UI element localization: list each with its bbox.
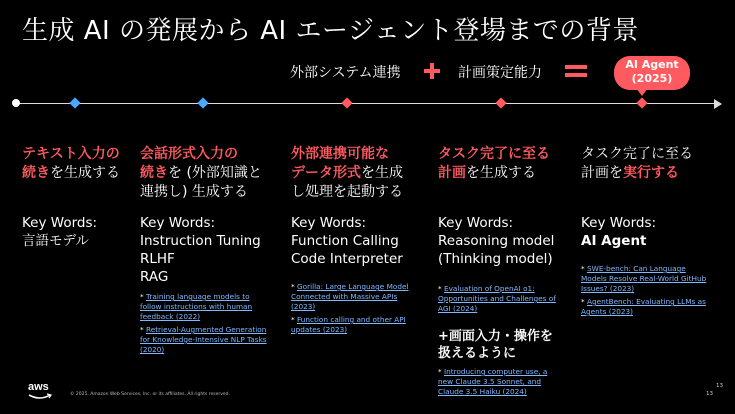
heading-part: 実行する [623,165,679,181]
keywords-label: Key Words: [291,215,367,231]
column-3 [291,145,426,202]
aws-smile-icon [28,393,54,401]
reference-link[interactable]: Retrieval-Augmented Generation for Knowledge-Intensive NLP Tasks (2020) [140,325,267,354]
timeline-marker-2 [197,97,208,108]
reference-item: * AgentBench: Evaluating LLMs as Agents (2023) [581,297,706,316]
column-heading [291,145,426,202]
heading-part: を生成する [466,165,536,181]
keywords-label: Key Words: [22,215,98,231]
heading-part: タスク完了に至る [438,146,550,162]
reference-item: * Gorilla: Large Language Model Connected with Massive APIs (2023) [291,282,409,311]
heading-part: を生成 [361,165,403,181]
reference-item: * Introducing computer use, a new Claude 3.5 Sonnet, and Claude 3.5 Haiku (2024) [438,367,548,396]
page-title: 生成 AI の発展から AI エージェント登場までの背景 [22,16,639,46]
column-5 [581,145,711,183]
badge-line-1: AI Agent [625,58,679,71]
column-4-references [438,284,560,317]
reference-item: * Evaluation of OpenAI o1: Opportunities and Challenges of AGI (2024) [438,284,556,313]
column-5-references [581,264,711,320]
reference-link[interactable]: Introducing computer use, a new Claude 3.5 Sonnet, and Claude 3.5 Haiku (2024) [438,367,548,396]
badge-line-2: (2025) [631,72,673,85]
reference-item: * Retrieval-Augmented Generation for Knowledge-Intensive NLP Tasks (2020) [140,325,267,354]
reference-item: * Function calling and other API updates (2023) [291,315,406,334]
reference-item: * SWE-bench: Can Language Models Resolve Real-World GitHub Issues? (2023) [581,264,707,293]
reference-link[interactable]: Gorilla: Large Language Model Connected with Massive APIs (2023) [291,282,409,311]
reference-link[interactable]: AgentBench: Evaluating LLMs as Agents (2023) [581,297,706,316]
heading-part: を (外部知識と [168,165,262,181]
keywords-label: Key Words: [140,215,216,231]
column-heading [140,145,280,202]
heading-part: 外部連携可能な [291,146,389,162]
column-4-extra-references [438,367,563,400]
page-number-top: 13 [716,383,723,389]
heading-part: テキスト入力の [22,146,120,162]
equals-icon [565,65,587,77]
plus-icon [424,63,440,79]
reference-link[interactable]: Training language models to follow instructions with human feedback (2022) [140,292,253,321]
keyword-item: Instruction Tuning [140,233,261,249]
column-1 [22,145,132,183]
reference-link[interactable]: Function calling and other API updates (2023) [291,315,406,334]
column-3-keywords [291,214,426,268]
column-1-keywords [22,214,132,250]
keyword-item: RLHF [140,251,175,267]
timeline-line [16,103,716,104]
column-2-references [140,292,270,358]
planning-ability-label: 計画策定能力 [458,65,542,81]
heading-part: 会話形式入力の [140,146,238,162]
keyword-item: 言語モデル [22,233,89,249]
timeline-marker-4 [495,97,506,108]
heading-part: データ形式 [291,165,361,181]
column-2-keywords [140,214,280,286]
timeline-arrow [714,99,722,109]
badge-pointer [636,88,648,96]
reference-link[interactable]: Evaluation of OpenAI o1: Opportunities and Challenges of AGI (2024) [438,284,556,313]
column-5-keywords [581,214,711,250]
timeline-start-dot [12,99,20,107]
reference-link[interactable]: SWE-bench: Can Language Models Resolve Real-World GitHub Issues? (2023) [581,264,707,293]
column-4-extra-heading: +画面入力・操作を扱えるように [438,329,553,361]
timeline-marker-3 [341,97,352,108]
heading-part: 続き [140,165,168,181]
column-heading [581,145,711,183]
aws-logo [28,382,54,402]
heading-part: を生成する [50,165,120,181]
column-heading [22,145,132,183]
aws-logo-text: aws [28,381,49,393]
keyword-item: AI Agent [581,233,647,249]
keyword-item: Reasoning model [438,233,555,249]
heading-part: し処理を起動する [291,184,403,200]
column-4-keywords [438,214,568,268]
heading-part: 続き [22,165,50,181]
heading-part: タスク完了に至る [581,146,693,162]
keyword-item: RAG [140,269,169,285]
keyword-item: Code Interpreter [291,251,403,267]
heading-part: 計画を [581,165,623,181]
timeline-marker-5 [636,97,647,108]
keyword-item: Function Calling [291,233,399,249]
column-4 [438,145,568,183]
page-number-bottom: 13 [706,391,713,397]
heading-part: 連携し) 生成する [140,184,248,200]
heading-part: 計画 [438,165,466,181]
ai-agent-badge [614,56,690,90]
column-heading [438,145,568,183]
keywords-label: Key Words: [438,215,514,231]
external-system-label: 外部システム連携 [290,65,401,81]
column-2 [140,145,280,202]
column-3-references [291,282,419,338]
keywords-label: Key Words: [581,215,657,231]
copyright-text: © 2025, Amazon Web Services, Inc. or its affiliates. All rights reserved. [70,392,230,397]
reference-item: * Training language models to follow instructions with human feedback (2022) [140,292,253,321]
timeline-marker-1 [69,97,80,108]
keyword-item: (Thinking model) [438,251,553,267]
